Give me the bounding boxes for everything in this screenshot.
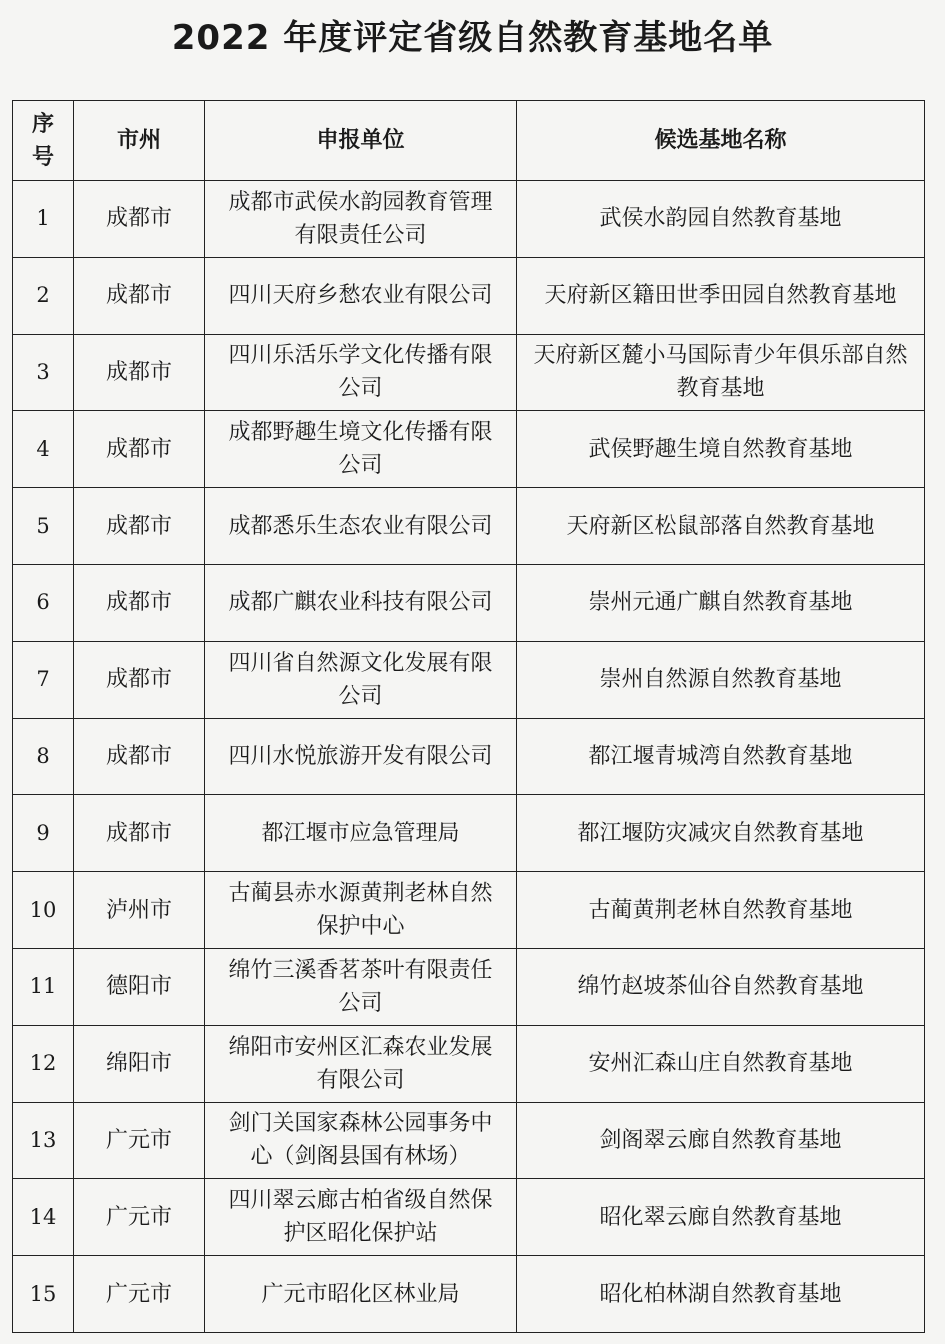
cell-unit: 绵阳市安州区汇森农业发展有限公司 bbox=[205, 1025, 517, 1102]
cell-base: 古蔺黄荆老林自然教育基地 bbox=[517, 872, 925, 949]
header-index: 序号 bbox=[13, 101, 74, 181]
cell-unit: 成都广麒农业科技有限公司 bbox=[205, 564, 517, 641]
header-base: 候选基地名称 bbox=[517, 101, 925, 181]
cell-city: 成都市 bbox=[74, 564, 205, 641]
cell-city: 成都市 bbox=[74, 181, 205, 258]
cell-base: 都江堰防灾减灾自然教育基地 bbox=[517, 795, 925, 872]
cell-unit: 四川水悦旅游开发有限公司 bbox=[205, 718, 517, 795]
table-header-row bbox=[13, 101, 925, 181]
cell-city: 绵阳市 bbox=[74, 1025, 205, 1102]
table-row bbox=[13, 1256, 925, 1333]
cell-base: 天府新区麓小马国际青少年俱乐部自然教育基地 bbox=[517, 334, 925, 411]
cell-base: 昭化柏林湖自然教育基地 bbox=[517, 1256, 925, 1333]
document-title: 2022 年度评定省级自然教育基地名单 bbox=[171, 18, 774, 58]
cell-index: 15 bbox=[13, 1256, 74, 1333]
cell-city: 成都市 bbox=[74, 488, 205, 565]
table-row bbox=[13, 488, 925, 565]
table-row bbox=[13, 1102, 925, 1179]
table-row bbox=[13, 795, 925, 872]
cell-base: 崇州元通广麒自然教育基地 bbox=[517, 564, 925, 641]
cell-unit: 成都悉乐生态农业有限公司 bbox=[205, 488, 517, 565]
cell-city: 成都市 bbox=[74, 411, 205, 488]
cell-index: 6 bbox=[13, 564, 74, 641]
cell-unit: 绵竹三溪香茗茶叶有限责任公司 bbox=[205, 948, 517, 1025]
cell-base: 武侯水韵园自然教育基地 bbox=[517, 181, 925, 258]
cell-city: 泸州市 bbox=[74, 872, 205, 949]
cell-city: 成都市 bbox=[74, 795, 205, 872]
cell-city: 广元市 bbox=[74, 1179, 205, 1256]
cell-index: 1 bbox=[13, 181, 74, 258]
cell-city: 广元市 bbox=[74, 1102, 205, 1179]
cell-city: 德阳市 bbox=[74, 948, 205, 1025]
cell-index: 7 bbox=[13, 641, 74, 718]
cell-index: 12 bbox=[13, 1025, 74, 1102]
cell-base: 武侯野趣生境自然教育基地 bbox=[517, 411, 925, 488]
cell-index: 9 bbox=[13, 795, 74, 872]
cell-base: 都江堰青城湾自然教育基地 bbox=[517, 718, 925, 795]
cell-unit: 成都野趣生境文化传播有限公司 bbox=[205, 411, 517, 488]
table-row bbox=[13, 257, 925, 334]
cell-unit: 剑门关国家森林公园事务中心（剑阁县国有林场） bbox=[205, 1102, 517, 1179]
table-row bbox=[13, 411, 925, 488]
cell-unit: 都江堰市应急管理局 bbox=[205, 795, 517, 872]
cell-city: 成都市 bbox=[74, 334, 205, 411]
cell-city: 广元市 bbox=[74, 1256, 205, 1333]
cell-unit: 古蔺县赤水源黄荆老林自然保护中心 bbox=[205, 872, 517, 949]
cell-base: 安州汇森山庄自然教育基地 bbox=[517, 1025, 925, 1102]
table-row bbox=[13, 1025, 925, 1102]
header-unit: 申报单位 bbox=[205, 101, 517, 181]
table-row bbox=[13, 334, 925, 411]
cell-unit: 四川天府乡愁农业有限公司 bbox=[205, 257, 517, 334]
cell-index: 8 bbox=[13, 718, 74, 795]
cell-unit: 四川乐活乐学文化传播有限公司 bbox=[205, 334, 517, 411]
cell-base: 天府新区松鼠部落自然教育基地 bbox=[517, 488, 925, 565]
header-city: 市州 bbox=[74, 101, 205, 181]
cell-index: 13 bbox=[13, 1102, 74, 1179]
cell-index: 10 bbox=[13, 872, 74, 949]
cell-city: 成都市 bbox=[74, 641, 205, 718]
cell-base: 剑阁翠云廊自然教育基地 bbox=[517, 1102, 925, 1179]
table-row bbox=[13, 948, 925, 1025]
cell-base: 昭化翠云廊自然教育基地 bbox=[517, 1179, 925, 1256]
table-row bbox=[13, 181, 925, 258]
cell-index: 4 bbox=[13, 411, 74, 488]
cell-city: 成都市 bbox=[74, 718, 205, 795]
cell-unit: 四川翠云廊古柏省级自然保护区昭化保护站 bbox=[205, 1179, 517, 1256]
table-row bbox=[13, 641, 925, 718]
cell-unit: 成都市武侯水韵园教育管理有限责任公司 bbox=[205, 181, 517, 258]
cell-index: 11 bbox=[13, 948, 74, 1025]
table-row bbox=[13, 872, 925, 949]
cell-city: 成都市 bbox=[74, 257, 205, 334]
table-row bbox=[13, 718, 925, 795]
cell-base: 绵竹赵坡茶仙谷自然教育基地 bbox=[517, 948, 925, 1025]
cell-base: 天府新区籍田世季田园自然教育基地 bbox=[517, 257, 925, 334]
cell-index: 2 bbox=[13, 257, 74, 334]
table-row bbox=[13, 564, 925, 641]
cell-base: 崇州自然源自然教育基地 bbox=[517, 641, 925, 718]
cell-unit: 广元市昭化区林业局 bbox=[205, 1256, 517, 1333]
table-body bbox=[13, 181, 925, 1333]
cell-index: 3 bbox=[13, 334, 74, 411]
cell-index: 14 bbox=[13, 1179, 74, 1256]
cell-index: 5 bbox=[13, 488, 74, 565]
cell-unit: 四川省自然源文化发展有限公司 bbox=[205, 641, 517, 718]
base-list-table bbox=[12, 100, 925, 1333]
table-row bbox=[13, 1179, 925, 1256]
